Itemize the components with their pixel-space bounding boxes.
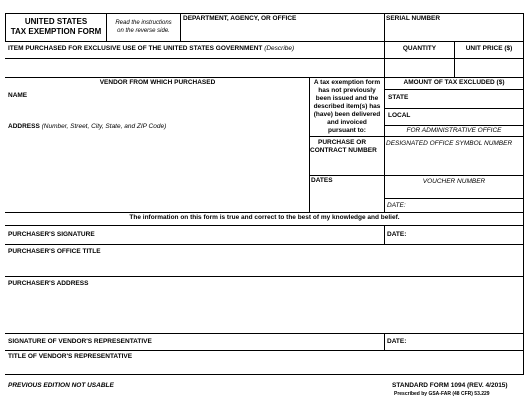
vendor-rep-signature-label: SIGNATURE OF VENDOR'S REPRESENTATIVE [8, 338, 152, 345]
cert-line1: A tax exemption form [313, 79, 381, 86]
cert-line6: and invoiced [327, 119, 367, 126]
dates-label: DATES [311, 177, 333, 184]
instructions-line2: on the reverse side. [117, 28, 170, 34]
purchase-order-label-line1: PURCHASE OR [318, 139, 367, 146]
purchaser-signature-label: PURCHASER'S SIGNATURE [8, 231, 95, 238]
vendor-address-hint: (Number, Street, City, State, and ZIP Code) [41, 123, 167, 130]
instructions-line1: Read the instructions [115, 20, 172, 26]
purchaser-office-title-label: PURCHASER'S OFFICE TITLE [8, 248, 101, 255]
cert-line3: been issued and the [315, 95, 379, 102]
admin-date-label: DATE: [387, 202, 406, 209]
purchase-order-label-line2: CONTRACT NUMBER [310, 147, 377, 154]
cert-line7: pursuant to: [328, 127, 366, 134]
previous-edition-note: PREVIOUS EDITION NOT USABLE [8, 382, 114, 389]
vendor-rep-date-label: DATE: [387, 338, 407, 345]
prescribed-by: Prescribed by GSA-FAR (48 CFR) 53.229 [394, 391, 490, 397]
tax-excluded-header: AMOUNT OF TAX EXCLUDED ($) [403, 79, 505, 86]
serial-number-label: SERIAL NUMBER [386, 15, 441, 22]
vendor-rep-title-label: TITLE OF VENDOR'S REPRESENTATIVE [8, 353, 133, 360]
unit-price-label: UNIT PRICE ($) [465, 45, 513, 52]
department-label: DEPARTMENT, AGENCY, OR OFFICE [183, 15, 297, 22]
local-tax-label: LOCAL [388, 112, 411, 119]
vendor-address-label [8, 124, 166, 131]
cert-line4: described item(s) has [313, 103, 381, 110]
state-tax-label: STATE [388, 94, 409, 101]
cert-line5: (have) been delivered [313, 111, 381, 118]
form-title-line1: UNITED STATES [24, 17, 88, 26]
truth-statement: The information on this form is true and correct to the best of my knowledge and belief. [129, 214, 400, 221]
office-symbol-label: DESIGNATED OFFICE SYMBOL NUMBER [386, 140, 513, 147]
voucher-number-label: VOUCHER NUMBER [422, 178, 486, 185]
item-purchased-label [8, 46, 294, 53]
vendor-name-label: NAME [8, 92, 28, 99]
quantity-label: QUANTITY [402, 45, 437, 52]
admin-office-header: FOR ADMINISTRATIVE OFFICE [406, 127, 502, 134]
item-describe-hint: (Describe) [264, 45, 295, 52]
purchaser-date-label: DATE: [387, 231, 407, 238]
cert-line2: has not previously [318, 87, 376, 94]
purchaser-address-label: PURCHASER'S ADDRESS [8, 280, 89, 287]
form-title-line2: TAX EXEMPTION FORM [10, 27, 102, 36]
vendor-address-text: ADDRESS [8, 123, 40, 130]
vendor-header: VENDOR FROM WHICH PURCHASED [99, 79, 216, 86]
item-purchased-text: ITEM PURCHASED FOR EXCLUSIVE USE OF THE UNITED STATES GOVERNMENT [8, 45, 263, 52]
form-number: STANDARD FORM 1094 (REV. 4/2015) [392, 382, 508, 389]
